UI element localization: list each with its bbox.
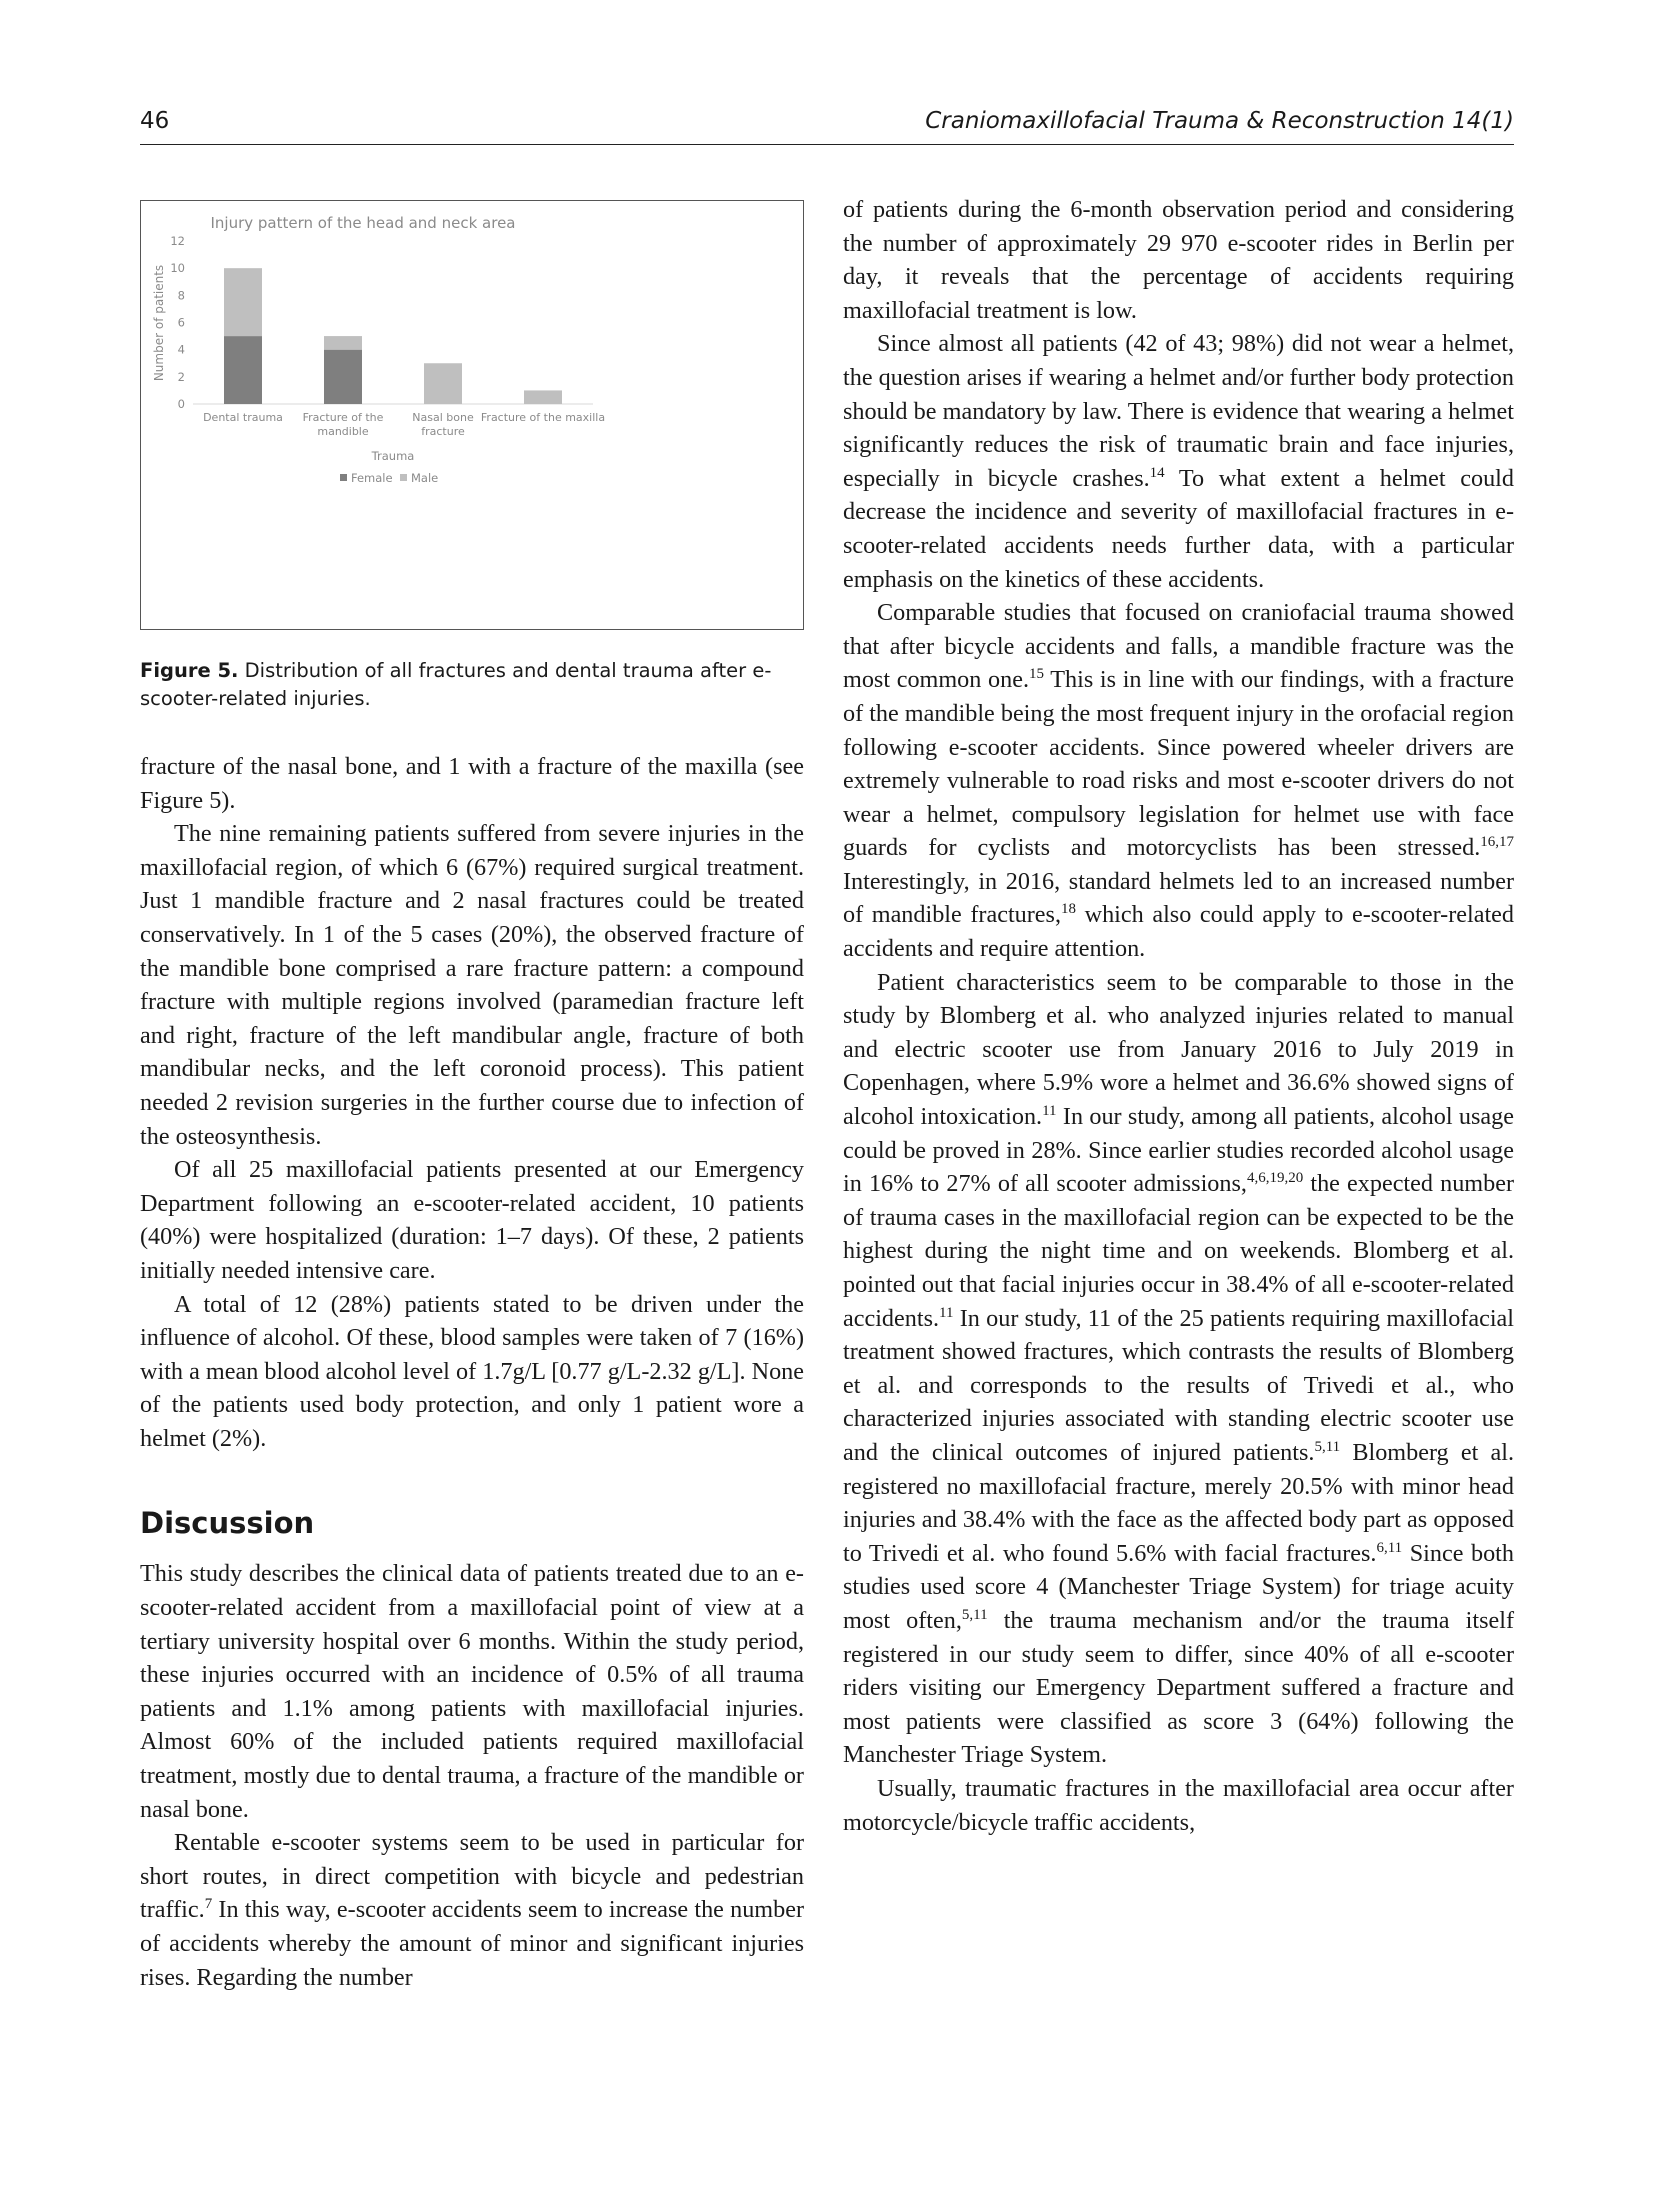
bar-segment <box>524 390 562 404</box>
paragraph <box>843 966 1514 1772</box>
citation: 4,6,19,20 <box>1246 1170 1304 1187</box>
citation: 5,11 <box>961 1606 988 1623</box>
x-tick-label: Nasal bone <box>412 411 474 424</box>
y-tick-label: 12 <box>170 234 185 248</box>
text-run: the trauma mechanism and/or the trauma itself registered in our study seem to differ, since 40% of all e-scooter riders visiting our Emergency Department suffered a fracture and most patients were classified as score 3 (64%) following the Manchester Triage System. <box>843 1606 1514 1769</box>
paragraph <box>843 327 1514 596</box>
figure-caption-label: Figure 5. <box>140 659 239 682</box>
citation: 15 <box>1029 666 1044 683</box>
citation: 18 <box>1061 901 1077 918</box>
paragraph <box>843 596 1514 966</box>
y-tick-label: 10 <box>170 261 185 276</box>
page-number: 46 <box>140 108 170 134</box>
bar-segment <box>224 268 262 336</box>
paragraph: The nine remaining patients suffered from severe injuries in the maxillofacial region, of which 6 (67%) required surgical treatment. Just 1 mandible fracture and 2 nasal fractures could be treated conservatively. In 1 of the 5 cases (20%), the observed fracture of the mandible bone comprised a rare fracture pattern: a compound fracture with multiple regions involved (paramedian fracture left and right, fracture of the left mandibular angle, fracture of both mandibular necks, and the left coronoid process). This patient needed 2 revision surgeries in the further course due to infection of the osteosynthesis. <box>140 820 804 1150</box>
text-run: In our study, 11 of the 25 patients requiring maxillofacial treatment showed fractures, which contrasts the results of Blomberg et al. and corresponds to the results of Trivedi et al., who characterized injuries associated with standing electric scooter use and the clinical outcomes of injured patients. <box>843 1304 1514 1466</box>
text-run: In our study, among all patients, alcohol usage could be proved in 28%. Since earlier studies recorded alcohol usage in 16% to 27% of all scooter admissions, <box>843 1103 1514 1198</box>
y-tick-label: 6 <box>177 315 185 330</box>
text-run: To what extent a helmet could decrease the incidence and severity of maxillofacial fractures in e-scooter-related accidents needs further data, with a particular emphasis on the kinetics of these accidents. <box>843 464 1514 593</box>
paragraph: This study describes the clinical data of patients treated due to an e-scooter-related accident from a maxillofacial point of view at a tertiary university hospital over 6 months. Within the study period, these injuries occurred with an incidence of 0.5% of all trauma patients and 1.1% among patients with maxillofacial injuries. Almost 60% of the included patients required maxillofacial treatment, mostly due to dental trauma, a fracture of the mandible or nasal bone. <box>140 1560 804 1823</box>
y-axis-label: Number of patients <box>152 264 166 382</box>
paragraph: Of all 25 maxillofacial patients presented at our Emergency Department following an e-scooter-related accident, 10 patients (40%) were hospitalized (duration: 1–7 days). Of these, 2 patients initially needed intensive care. <box>140 1156 804 1284</box>
citation: 11 <box>1042 1102 1057 1119</box>
y-tick-label: 8 <box>177 288 185 303</box>
text-run: Since almost all patients (42 of 43; 98%) did not wear a helmet, the question arises if wearing a helmet and/or further body protection should be mandatory by law. There is evidence that wearing a helmet significantly reduces the risk of traumatic brain and face injuries, especially in bicycle crashes. <box>843 330 1514 492</box>
x-tick-label: fracture <box>421 425 465 438</box>
journal-title: Craniomaxillofacial Trauma & Reconstruction 14(1) <box>925 108 1514 134</box>
legend-swatch <box>400 474 407 481</box>
y-tick-label: 2 <box>177 369 185 384</box>
text-run: Since both studies used score 4 (Manchester Triage System) for triage acuity most often, <box>843 1539 1514 1634</box>
text-run: Blomberg et al. registered no maxillofacial fracture, merely 20.5% with minor head injuries and 38.4% with the face as the affected body part as opposed to Trivedi et al. who found 5.6% with facial fractures. <box>843 1438 1514 1567</box>
stacked-bar-chart <box>141 201 803 629</box>
legend-label: Male <box>411 471 439 485</box>
left-column <box>140 750 804 1994</box>
figure-caption-text: Distribution of all fractures and dental trauma after e-scooter-related injuries. <box>140 659 772 710</box>
bar-segment <box>424 363 462 404</box>
page-header <box>140 104 1514 145</box>
section-heading-discussion: Discussion <box>140 1506 315 1541</box>
figure-5-chart <box>140 200 804 630</box>
paragraph: A total of 12 (28%) patients stated to be driven under the influence of alcohol. Of these, blood samples were taken of 7 (16%) with a mean blood alcohol level of 1.7g/L [0.77 g/L-2.32 g/L]. None of the patients used body protection, and only 1 patient wore a helmet (2%). <box>140 1290 804 1452</box>
citation: 6,11 <box>1376 1539 1403 1556</box>
citation: 11 <box>939 1304 954 1321</box>
legend-label: Female <box>351 471 393 485</box>
text-run: which also could apply to e-scooter-related accidents and require attention. <box>843 901 1514 963</box>
bar-segment <box>324 336 362 350</box>
right-column <box>843 193 1514 1839</box>
text-run: This is in line with our findings, with a fracture of the mandible being the most frequent injury in the orofacial region following e-scooter accidents. Since powered wheeler drivers are extremely vulnerable to road risks and most e-scooter drivers do not wear a helmet, compulsory legislation for helmet use with face guards for cyclists and motorcyclists has been stressed. <box>843 666 1515 862</box>
paragraph: fracture of the nasal bone, and 1 with a fracture of the maxilla (see Figure 5). <box>140 753 804 814</box>
text-run: In this way, e-scooter accidents seem to increase the number of accidents whereby the amount of minor and significant injuries rises. Regarding the number <box>140 1896 804 1991</box>
y-tick-label: 0 <box>177 397 185 411</box>
bar-segment <box>224 336 262 404</box>
x-tick-label: mandible <box>317 425 369 438</box>
figure-caption <box>140 657 804 713</box>
citation: 14 <box>1149 464 1165 481</box>
chart-title: Injury pattern of the head and neck area <box>210 214 516 232</box>
text-run: Comparable studies that focused on craniofacial trauma showed that after bicycle accidents and falls, a mandible fracture was the most common one. <box>843 599 1514 694</box>
x-tick-label: Dental trauma <box>203 411 283 424</box>
y-tick-label: 4 <box>177 342 185 357</box>
paragraph: Usually, traumatic fractures in the maxillofacial area occur after motorcycle/bicycle traffic accidents, <box>843 1774 1514 1836</box>
text-run: Rentable e-scooter systems seem to be used in particular for short routes, in direct competition with bicycle and pedestrian traffic. <box>140 1829 804 1924</box>
paragraph <box>140 1826 804 1994</box>
x-tick-label: Fracture of the maxilla <box>480 411 606 424</box>
x-tick-label: Fracture of the <box>302 411 384 424</box>
citation: 5,11 <box>1314 1438 1341 1455</box>
bar-segment <box>324 350 362 404</box>
citation: 7 <box>204 1896 213 1913</box>
text-run: Interestingly, in 2016, standard helmets led to an increased number of mandible fractures, <box>843 867 1514 929</box>
paragraph: of patients during the 6-month observation period and considering the number of approximately 29 970 e-scooter rides in Berlin per day, it reveals that the percentage of accidents requiring maxillofacial treatment is low. <box>843 196 1514 324</box>
legend-swatch <box>340 474 347 481</box>
text-run: Patient characteristics seem to be comparable to those in the study by Blomberg et al. who analyzed injuries related to manual and electric scooter use from January 2016 to July 2019 in Copenhagen, where 5.9% wore a helmet and 36.6% showed signs of alcohol intoxication. <box>843 968 1514 1131</box>
text-run: the expected number of trauma cases in the maxillofacial region can be expected to be the highest during the night time and on weekends. Blomberg et al. pointed out that facial injuries occur in 38.4% of all e-scooter-related accidents. <box>843 1170 1514 1332</box>
citation: 16,17 <box>1480 834 1514 851</box>
x-axis-label: Trauma <box>371 449 415 463</box>
